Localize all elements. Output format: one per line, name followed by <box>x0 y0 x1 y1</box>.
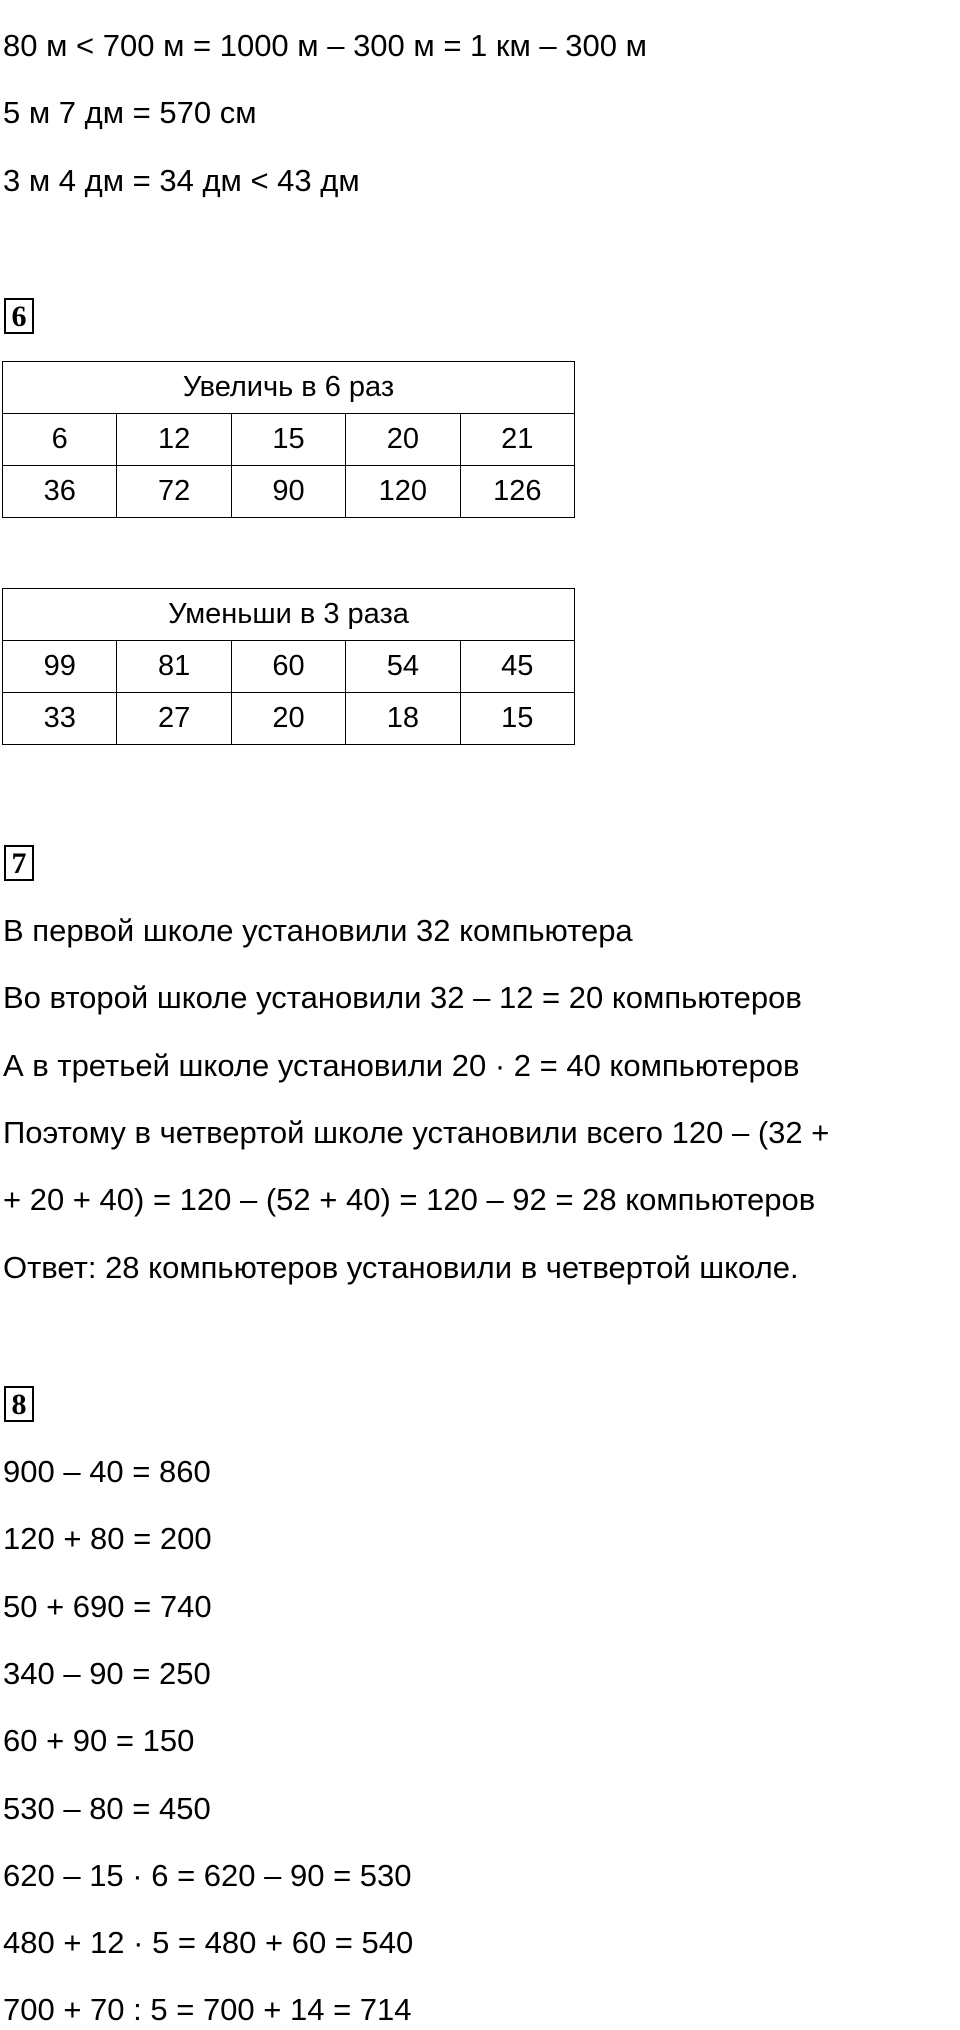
table-header: Увеличь в 6 раз <box>3 362 575 414</box>
table-row <box>3 414 575 466</box>
text-line: 620 – 15 · 6 = 620 – 90 = 530 <box>3 1858 412 1893</box>
text-line: 80 м < 700 м = 1000 м – 300 м = 1 км – 300 м <box>3 28 647 63</box>
table-cell: 45 <box>460 641 574 693</box>
table-cell: 54 <box>346 641 460 693</box>
table-cell: 81 <box>117 641 231 693</box>
text-line: Поэтому в четвертой школе установили всего 120 – (32 + <box>3 1115 830 1150</box>
table-cell: 20 <box>346 414 460 466</box>
text-line: 700 + 70 : 5 = 700 + 14 = 714 <box>3 1992 412 2027</box>
table-cell: 15 <box>460 693 574 745</box>
table-cell: 36 <box>3 466 117 518</box>
task-number-8: 8 <box>4 1386 34 1422</box>
table-cell: 99 <box>3 641 117 693</box>
table-cell: 120 <box>346 466 460 518</box>
text-line: 50 + 690 = 740 <box>3 1589 212 1624</box>
text-line: 340 – 90 = 250 <box>3 1656 211 1691</box>
text-line: 5 м 7 дм = 570 см <box>3 95 257 130</box>
text-line: 480 + 12 · 5 = 480 + 60 = 540 <box>3 1925 414 1960</box>
table-cell: 15 <box>231 414 345 466</box>
task-number-7: 7 <box>4 845 34 881</box>
table-cell: 60 <box>231 641 345 693</box>
table-cell: 12 <box>117 414 231 466</box>
table-cell: 27 <box>117 693 231 745</box>
task-number-6: 6 <box>4 298 34 334</box>
text-line: А в третьей школе установили 20 · 2 = 40 компьютеров <box>3 1048 800 1083</box>
table-cell: 18 <box>346 693 460 745</box>
table-cell: 6 <box>3 414 117 466</box>
text-line: + 20 + 40) = 120 – (52 + 40) = 120 – 92 = 28 компьютеров <box>3 1182 816 1217</box>
table-decrease <box>2 588 575 745</box>
text-line: В первой школе установили 32 компьютера <box>3 913 633 948</box>
text-line: 60 + 90 = 150 <box>3 1723 195 1758</box>
table-row <box>3 641 575 693</box>
table-header: Уменьши в 3 раза <box>3 589 575 641</box>
table-row <box>3 693 575 745</box>
table-cell: 21 <box>460 414 574 466</box>
table-cell: 33 <box>3 693 117 745</box>
text-line: Ответ: 28 компьютеров установили в четвертой школе. <box>3 1250 799 1285</box>
table-header-row <box>3 589 575 641</box>
table-row <box>3 466 575 518</box>
table-cell: 20 <box>231 693 345 745</box>
text-line: 900 – 40 = 860 <box>3 1454 211 1489</box>
table-cell: 90 <box>231 466 345 518</box>
text-line: 3 м 4 дм = 34 дм < 43 дм <box>3 163 360 198</box>
table-header-row <box>3 362 575 414</box>
table-cell: 72 <box>117 466 231 518</box>
text-line: Во второй школе установили 32 – 12 = 20 компьютеров <box>3 980 802 1015</box>
table-increase <box>2 361 575 518</box>
text-line: 120 + 80 = 200 <box>3 1521 212 1556</box>
text-line: 530 – 80 = 450 <box>3 1791 211 1826</box>
table-cell: 126 <box>460 466 574 518</box>
